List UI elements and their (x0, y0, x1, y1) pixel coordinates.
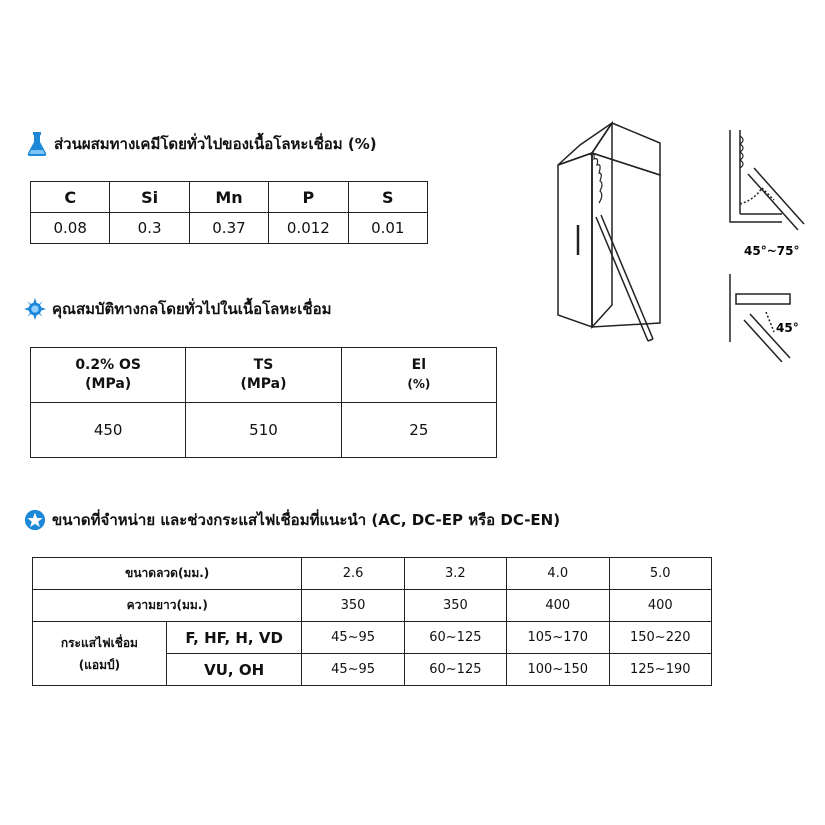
diameter-label: ขนาดลวด(มม.) (33, 558, 302, 590)
table-header-row (31, 182, 428, 213)
value-cell: 450 (31, 403, 186, 458)
value-cell: 4.0 (507, 558, 609, 590)
table-header-row (31, 348, 497, 403)
value-cell: 350 (302, 590, 404, 622)
value-cell: 350 (404, 590, 506, 622)
value-cell: 45~95 (302, 654, 404, 686)
header-cell (186, 348, 341, 403)
value-cell: 0.3 (110, 213, 189, 244)
value-cell: 105~170 (507, 622, 609, 654)
star-badge-icon (24, 509, 46, 531)
position-cell: F, HF, H, VD (166, 622, 302, 654)
value-cell: 5.0 (609, 558, 712, 590)
header-cell: P (269, 182, 348, 213)
current-label (33, 622, 167, 686)
value-cell: 3.2 (404, 558, 506, 590)
value-cell: 2.6 (302, 558, 404, 590)
header-cell (31, 348, 186, 403)
value-cell: 45~95 (302, 622, 404, 654)
value-cell: 0.37 (189, 213, 268, 244)
value-cell: 100~150 (507, 654, 609, 686)
value-cell: 0.08 (31, 213, 110, 244)
table-row (31, 403, 497, 458)
angle-single-diagram (722, 272, 817, 362)
angle-range-diagram (722, 126, 817, 266)
header-cell: S (348, 182, 427, 213)
sun-burst-icon (24, 298, 46, 320)
section2-title: คุณสมบัติทางกลโดยทั่วไปในเนื้อโลหะเชื่อม (52, 300, 332, 318)
current-label-line1: กระแสไฟเชื่อม (60, 635, 138, 650)
value-cell: 150~220 (609, 622, 712, 654)
angle-single-label: 45° (776, 321, 799, 335)
value-cell: 60~125 (404, 654, 506, 686)
composition-table (30, 181, 428, 244)
mechanical-table (30, 347, 497, 458)
value-cell: 400 (507, 590, 609, 622)
header-unit: (MPa) (240, 376, 287, 392)
size-current-table (32, 557, 712, 686)
value-cell: 60~125 (404, 622, 506, 654)
sizes-currents-heading (24, 508, 560, 532)
header-unit: (MPa) (85, 376, 132, 392)
length-label: ความยาว(มม.) (33, 590, 302, 622)
value-cell: 400 (609, 590, 712, 622)
vertical-weld-diagram (550, 115, 670, 355)
table-row (31, 213, 428, 244)
header-cell: Mn (189, 182, 268, 213)
flask-icon (26, 131, 48, 157)
value-cell: 0.01 (348, 213, 427, 244)
value-cell: 510 (186, 403, 341, 458)
section3-title: ขนาดที่จำหน่าย และช่วงกระแสไฟเชื่อมที่แนะนำ (AC, DC-EP หรือ DC-EN) (52, 511, 561, 529)
header-name: 0.2% OS (75, 357, 141, 373)
value-cell: 25 (341, 403, 496, 458)
table-row (33, 590, 712, 622)
current-label-line2: (แอมป์) (78, 657, 121, 672)
value-cell: 0.012 (269, 213, 348, 244)
position-cell: VU, OH (166, 654, 302, 686)
header-unit: (%) (407, 377, 431, 391)
angle-range-label: 45°~75° (744, 244, 800, 258)
header-cell (341, 348, 496, 403)
table-row (33, 558, 712, 590)
header-name: El (411, 357, 427, 373)
section1-title: ส่วนผสมทางเคมีโดยทั่วไปของเนื้อโลหะเชื่อม (%) (54, 135, 377, 153)
header-name: TS (253, 357, 274, 373)
header-cell: Si (110, 182, 189, 213)
value-cell: 125~190 (609, 654, 712, 686)
header-cell: C (31, 182, 110, 213)
table-row (33, 622, 712, 654)
mechanical-properties-heading (24, 297, 332, 321)
chemical-composition-heading (26, 131, 377, 157)
